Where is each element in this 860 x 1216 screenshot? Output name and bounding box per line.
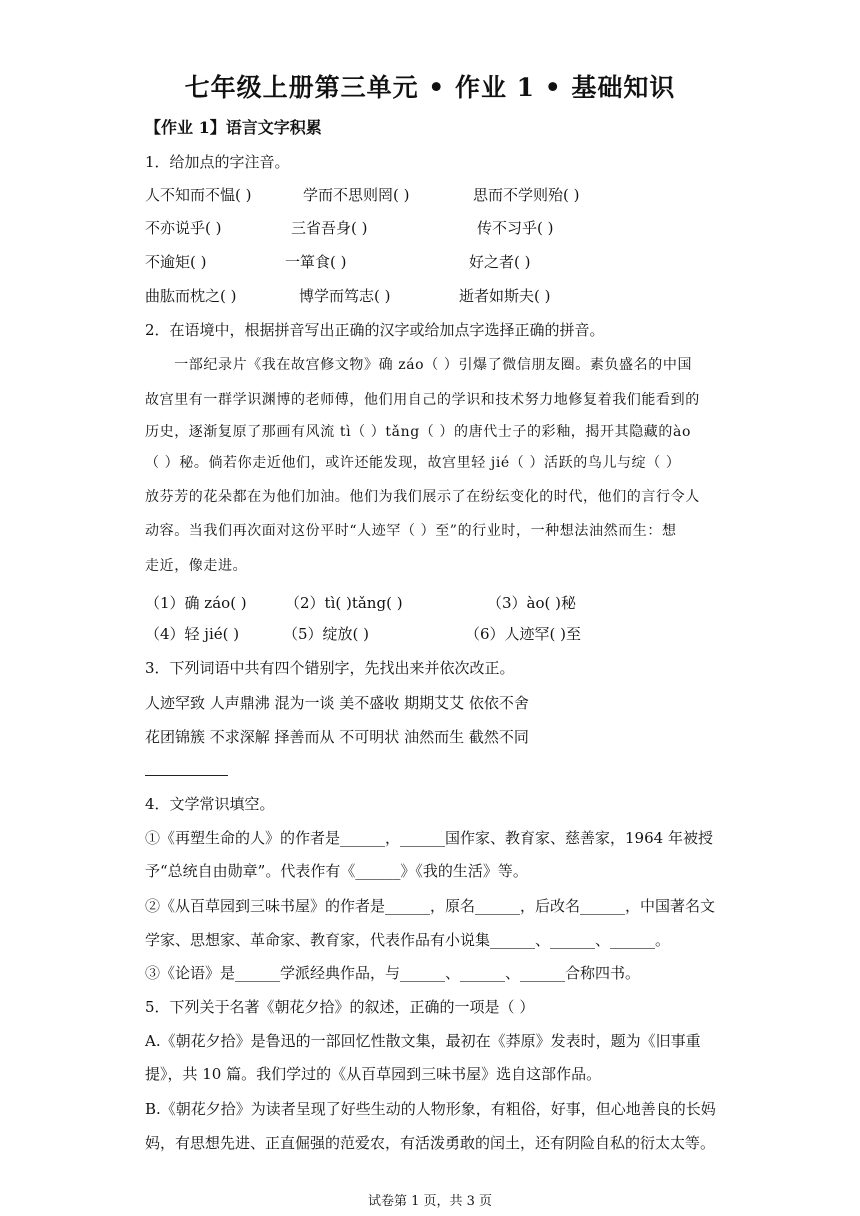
q1-item: 三省吾身( ) xyxy=(291,219,368,237)
q2-stem: 2．在语境中，根据拼音写出正确的汉字或给加点字选择正确的拼音。 xyxy=(145,321,605,339)
q2-passage-line: 一部纪录片《我在故宫修文物》确 záo（ ）引爆了微信朋友圈。素负盛名的中国 xyxy=(145,357,693,373)
q5-stem: 5．下列关于名著《朝花夕拾》的叙述，正确的一项是（ ） xyxy=(145,998,535,1016)
q5-option-line: B.《朝花夕拾》为读者呈现了好些生动的人物形象，有粗俗，好事，但心地善良的长妈 xyxy=(145,1100,716,1118)
q1-item: 一箪食( ) xyxy=(285,253,347,271)
q4-line: 予“总统自由勋章”。代表作有《______》《我的生活》等。 xyxy=(145,862,528,880)
q3-words: 人迹罕致 人声鼎沸 混为一谈 美不盛收 期期艾艾 依依不舍 xyxy=(145,694,529,712)
page-title: 七年级上册第三单元 • 作业 1 • 基础知识 xyxy=(184,73,676,102)
q2-answer: （2）tì( )tǎng( ) xyxy=(285,594,403,612)
q1-item: 不逾矩( ) xyxy=(145,253,207,271)
q2-answer: （4）轻 jié( ) xyxy=(145,625,240,643)
q1-item: 传不习乎( ) xyxy=(477,219,554,237)
q1-stem: 1．给加点的字注音。 xyxy=(145,153,290,171)
section-heading: 【作业 1】语言文字积累 xyxy=(145,118,322,137)
page-footer: 试卷第 1 页，共 3 页 xyxy=(367,1194,493,1209)
q1-item: 曲肱而枕之( ) xyxy=(145,287,237,305)
q4-line: 学家、思想家、革命家、教育家，代表作品有小说集______、______、______。 xyxy=(145,931,671,949)
q5-option-line: A.《朝花夕拾》是鲁迅的一部回忆性散文集，最初在《莽原》发表时，题为《旧事重 xyxy=(145,1032,701,1050)
q1-item: 学而不思则罔( ) xyxy=(303,186,410,204)
q4-stem: 4．文学常识填空。 xyxy=(145,795,275,813)
q4-line: ③《论语》是______学派经典作品，与______、______、______合称四书。 xyxy=(145,964,641,982)
q4-line: ②《从百草园到三味书屋》的作者是______，原名______，后改名______，中国著名文 xyxy=(145,897,716,915)
q2-passage-line: 历史，逐渐复原了那画有风流 tì（ ）tǎng（ ）的唐代士子的彩釉，揭开其隐藏的ào xyxy=(145,424,691,440)
q2-passage-line: 动容。当我们再次面对这份平时“人迹罕（ ）至”的行业时，一种想法油然而生：想 xyxy=(145,523,677,539)
q1-item: 不亦说乎( ) xyxy=(145,219,222,237)
q5-option-line: 妈，有思想先进、正直倔强的范爱农，有活泼勇敢的闰土，还有阴险自私的衍太太等。 xyxy=(145,1134,716,1152)
q5-option-line: 提》，共 10 篇。我们学过的《从百草园到三味书屋》选自这部作品。 xyxy=(145,1065,602,1083)
q4-line: ①《再塑生命的人》的作者是______，______国作家、教育家、慈善家，1964 年被授 xyxy=(145,829,713,847)
q1-item: 好之者( ) xyxy=(469,253,531,271)
q1-item: 人不知而不愠( ) xyxy=(145,186,252,204)
q2-passage-line: （ ）秘。倘若你走近他们，或许还能发现，故宫里轻 jié（ ）活跃的鸟儿与绽（ ） xyxy=(145,455,681,471)
q2-passage-line: 故宫里有一群学识渊博的老师傅，他们用自己的学识和技术努力地修复着我们能看到的 xyxy=(145,392,700,408)
q2-passage-line: 走近，像走进。 xyxy=(145,558,248,574)
q3-stem: 3．下列词语中共有四个错别字，先找出来并依次改正。 xyxy=(145,659,515,677)
q3-words: 花团锦簇 不求深解 择善而从 不可明状 油然而生 截然不同 xyxy=(145,728,529,746)
q2-answer: （5）绽放( ) xyxy=(283,625,370,643)
q1-item: 博学而笃志( ) xyxy=(299,287,391,305)
answer-underline xyxy=(145,775,228,776)
q2-answer: （6）人迹罕( )至 xyxy=(465,625,582,643)
q2-passage-line: 放芬芳的花朵都在为他们加油。他们为我们展示了在纷纭变化的时代，他们的言行令人 xyxy=(145,489,700,505)
q1-item: 逝者如斯夫( ) xyxy=(459,287,551,305)
q2-answer: （3）ào( )秘 xyxy=(487,594,576,612)
q2-answer: （1）确 záo( ) xyxy=(145,594,247,612)
q1-item: 思而不学则殆( ) xyxy=(473,186,580,204)
